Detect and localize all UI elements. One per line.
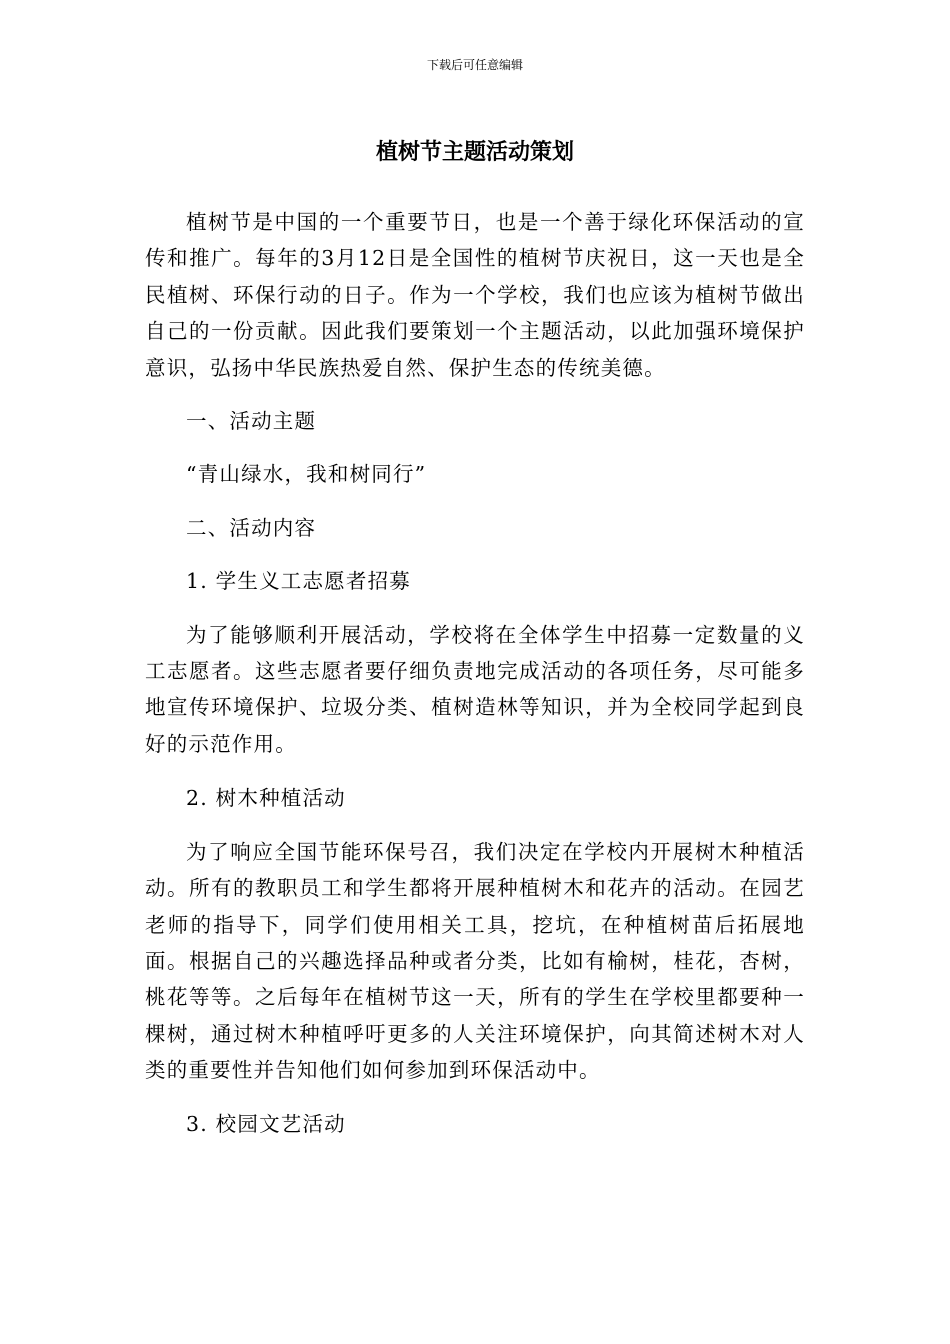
document-title: 植树节主题活动策划 — [375, 140, 574, 165]
document-body — [145, 204, 805, 1142]
section-heading-theme: 一、活动主题 — [186, 409, 317, 434]
planting-paragraph: 为了响应全国节能环保号召，我们决定在学校内开展树木种植活动。所有的教职员工和学生都将开展种植树木和花卉的活动。在园艺老师的指导下，同学们使用相关工具，挖坑，在种植树苗后拓展地面。根据自己的兴趣选择品种或者分类，比如有榆树，桂花，杏树，桃花等等。之后每年在植树节这一天，所有的学生在学校里都要种一棵树，通过树木种植呼吁更多的人关注环境保护，向其简述树木对人类的重要性并告知他们如何参加到环保活动中。 — [145, 839, 805, 1083]
subsection-heading-arts: 3. 校园文艺活动 — [186, 1111, 346, 1136]
theme-slogan: “青山绿水，我和树同行” — [186, 462, 427, 487]
subsection-heading-planting: 2. 树木种植活动 — [186, 786, 346, 811]
volunteers-paragraph: 为了能够顺利开展活动，学校将在全体学生中招募一定数量的义工志愿者。这些志愿者要仔细负责地完成活动的各项任务，尽可能多地宣传环境保护、垃圾分类、植树造林等知识，并为全校同学起到良好的示范作用。 — [145, 622, 805, 756]
subsection-heading-volunteers: 1. 学生义工志愿者招募 — [186, 569, 411, 594]
header-note: 下载后可任意编辑 — [426, 58, 523, 72]
intro-paragraph: 植树节是中国的一个重要节日，也是一个善于绿化环保活动的宣传和推广。每年的3月12日是全国性的植树节庆祝日，这一天也是全民植树、环保行动的日子。作为一个学校，我们也应该为植树节做出自己的一份贡献。因此我们要策划一个主题活动，以此加强环境保护意识，弘扬中华民族热爱自然、保护生态的传统美德。 — [145, 210, 805, 380]
section-heading-content: 二、活动内容 — [186, 515, 317, 540]
